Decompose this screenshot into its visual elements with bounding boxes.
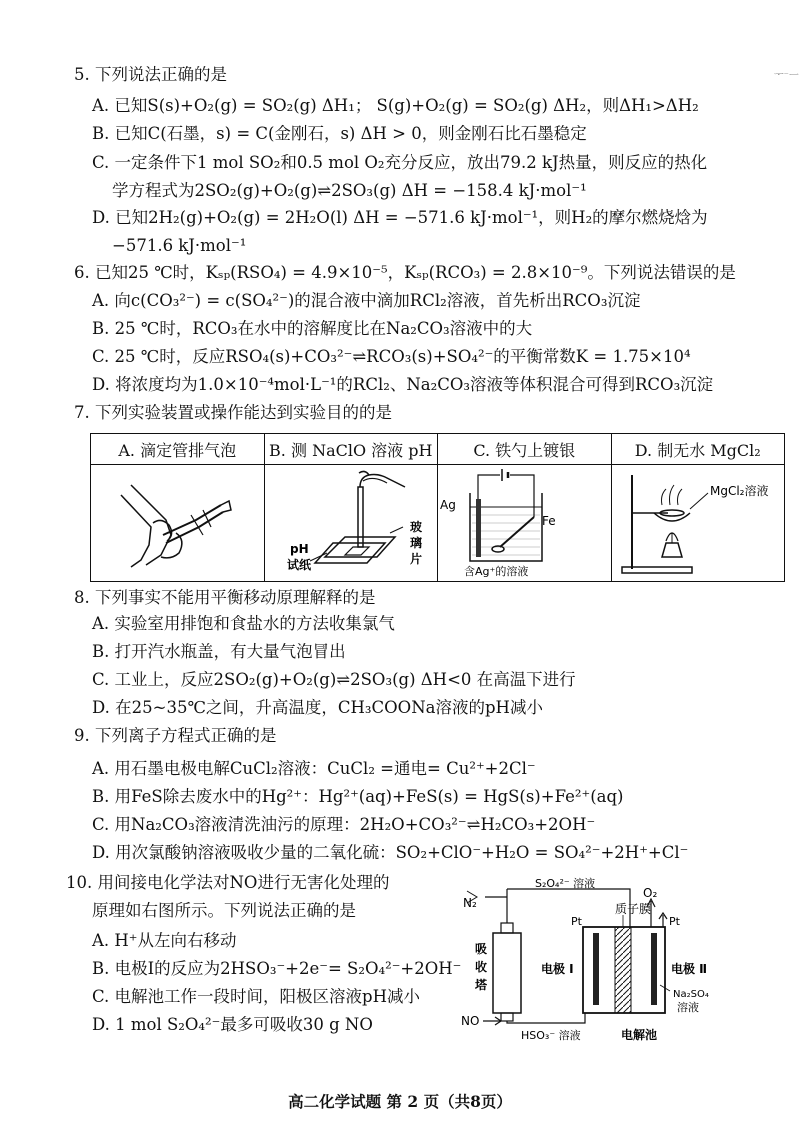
q6-stem: 6. 已知25 ℃时，Kₛₚ(RSO₄) = 4.9×10⁻⁵，Kₛₚ(RCO₃) = 2.8×10⁻⁹。下列说法错误的是 bbox=[74, 263, 736, 282]
glass-label-1: 玻 bbox=[409, 520, 422, 534]
proton-membrane-label: 质子膜 bbox=[615, 902, 652, 916]
electrolysis-cell-label: 电解池 bbox=[621, 1028, 658, 1042]
n2-label: N₂ bbox=[463, 896, 477, 910]
q8-stem: 8. 下列事实不能用平衡移动原理解释的是 bbox=[74, 588, 376, 607]
tower-label-2: 收 bbox=[475, 960, 488, 974]
hso3-solution-label: HSO₃⁻ 溶液 bbox=[521, 1029, 581, 1042]
q8-option-b: B. 打开汽水瓶盖，有大量气泡冒出 bbox=[92, 642, 346, 661]
q10-option-d: D. 1 mol S₂O₄²⁻最多可吸收30 g NO bbox=[92, 1015, 373, 1034]
glass-label-3: 片 bbox=[409, 552, 422, 566]
q5-option-d-cont: −571.6 kJ·mol⁻¹ bbox=[112, 236, 247, 255]
q7-figure-a bbox=[91, 465, 265, 582]
burette-hand-icon bbox=[91, 465, 238, 577]
q9-stem: 9. 下列离子方程式正确的是 bbox=[74, 726, 277, 745]
solution-label: 含Ag⁺的溶液 bbox=[464, 565, 529, 577]
q9-option-b: B. 用FeS除去废水中的Hg²⁺：Hg²⁺(aq)+FeS(s) = HgS(s)+Fe²⁺(aq) bbox=[92, 787, 624, 806]
pt-left-label: Pt bbox=[571, 915, 582, 928]
tower-label-1: 吸 bbox=[475, 942, 488, 956]
q5-stem: 5. 下列说法正确的是 bbox=[74, 65, 227, 84]
evaporation-setup-icon bbox=[622, 475, 708, 573]
q10-diagram bbox=[455, 875, 800, 1045]
q7-figure-c bbox=[438, 465, 612, 582]
glass-label-2: 璃 bbox=[409, 536, 422, 550]
q6-option-b: B. 25 ℃时，RCO₃在水中的溶解度比在Na₂CO₃溶液中的大 bbox=[92, 319, 533, 338]
q9-option-d: D. 用次氯酸钠溶液吸收少量的二氧化硫：SO₂+ClO⁻+H₂O = SO₄²⁻+2H⁺+Cl⁻ bbox=[92, 843, 689, 862]
q7-header-b: B. 测 NaClO 溶液 pH bbox=[264, 434, 438, 465]
q7-header-a: A. 滴定管排气泡 bbox=[91, 434, 265, 465]
electrode-1-label: 电极 Ⅰ bbox=[541, 962, 574, 976]
q6-option-a: A. 向c(CO₃²⁻) = c(SO₄²⁻)的混合液中滴加RCl₂溶液，首先析出RCO₃沉淀 bbox=[92, 291, 641, 310]
q9-option-a: A. 用石墨电极电解CuCl₂溶液：CuCl₂ =通电= Cu²⁺+2Cl⁻ bbox=[92, 759, 536, 778]
q5-option-c: C. 一定条件下1 mol SO₂和0.5 mol O₂充分反应，放出79.2 kJ热量，则反应的热化 bbox=[92, 153, 708, 172]
q5-option-d: D. 已知2H₂(g)+O₂(g) = 2H₂O(l) ΔH = −571.6 kJ·mol⁻¹，则H₂的摩尔燃烧焓为 bbox=[92, 208, 708, 227]
q5-option-a: A. 已知S(s)+O₂(g) = SO₂(g) ΔH₁； S(g)+O₂(g) = SO₂(g) ΔH₂，则ΔH₁>ΔH₂ bbox=[92, 96, 699, 115]
q8-option-a: A. 实验室用排饱和食盐水的方法收集氯气 bbox=[92, 614, 395, 633]
na2so4-solution-label: 溶液 bbox=[677, 1001, 699, 1014]
ph-label: pH bbox=[289, 542, 309, 556]
na2so4-label: Na₂SO₄ bbox=[673, 989, 709, 1000]
q6-option-c: C. 25 ℃时，反应RSO₄(s)+CO₃²⁻⇌RCO₃(s)+SO₄²⁻的平衡常数K = 1.75×10⁴ bbox=[92, 347, 691, 366]
q10-stem: 10. 用间接电化学法对NO进行无害化处理的 bbox=[66, 873, 390, 892]
s2o4-solution-label: S₂O₄²⁻ 溶液 bbox=[535, 877, 596, 890]
page-footer: 高二化学试题 第 2 页（共8页） bbox=[288, 1092, 512, 1111]
q5-option-b: B. 已知C(石墨，s) = C(金刚石，s) ΔH > 0，则金刚石比石墨稳定 bbox=[92, 124, 587, 143]
q5-option-c-cont: 学方程式为2SO₂(g)+O₂(g)⇌2SO₃(g) ΔH = −158.4 kJ·mol⁻¹ bbox=[112, 181, 587, 200]
q10-option-c: C. 电解池工作一段时间，阳极区溶液pH减小 bbox=[92, 987, 420, 1006]
mgcl2-solution-label: MgCl₂溶液 bbox=[709, 484, 768, 498]
q10-option-b: B. 电极Ⅰ的反应为2HSO₃⁻+2e⁻= S₂O₄²⁻+2OH⁻ bbox=[92, 959, 462, 978]
tower-label-3: 塔 bbox=[475, 978, 488, 992]
q10-option-a: A. H⁺从左向右移动 bbox=[92, 931, 237, 950]
electroplating-cell-icon bbox=[470, 469, 542, 561]
q6-option-d: D. 将浓度均为1.0×10⁻⁴mol·L⁻¹的RCl₂、Na₂CO₃溶液等体积混合可得到RCO₃沉淀 bbox=[92, 375, 714, 394]
corner-mark: ᅮ⁻ᅳ bbox=[774, 71, 799, 78]
q7-header-d: D. 制无水 MgCl₂ bbox=[611, 434, 785, 465]
o2-label: O₂ bbox=[643, 886, 658, 900]
q8-option-d: D. 在25~35℃之间，升高温度，CH₃COONa溶液的pH减小 bbox=[92, 698, 543, 717]
ag-electrode-label: Ag bbox=[440, 498, 456, 512]
q7-header-c: C. 铁勺上镀银 bbox=[438, 434, 612, 465]
no-inlet-label: NO bbox=[461, 1014, 480, 1028]
fe-electrode-label: Fe bbox=[542, 514, 556, 528]
pt-right-label: Pt bbox=[669, 915, 680, 928]
ph-test-icon bbox=[310, 471, 405, 563]
q7-experiment-table bbox=[90, 433, 785, 582]
q7-figure-b bbox=[264, 465, 438, 582]
q8-option-c: C. 工业上，反应2SO₂(g)+O₂(g)⇌2SO₃(g) ΔH<0 在高温下进行 bbox=[92, 670, 576, 689]
q10-stem-cont: 原理如右图所示。下列说法正确的是 bbox=[92, 901, 356, 920]
q7-stem: 7. 下列实验装置或操作能达到实验目的的是 bbox=[74, 403, 392, 422]
q9-option-c: C. 用Na₂CO₃溶液清洗油污的原理：2H₂O+CO₃²⁻⇌H₂CO₃+2OH⁻ bbox=[92, 815, 596, 834]
test-paper-label: 试纸 bbox=[286, 558, 311, 572]
q7-figure-d bbox=[611, 465, 785, 582]
electrode-2-label: 电极 Ⅱ bbox=[671, 962, 708, 976]
